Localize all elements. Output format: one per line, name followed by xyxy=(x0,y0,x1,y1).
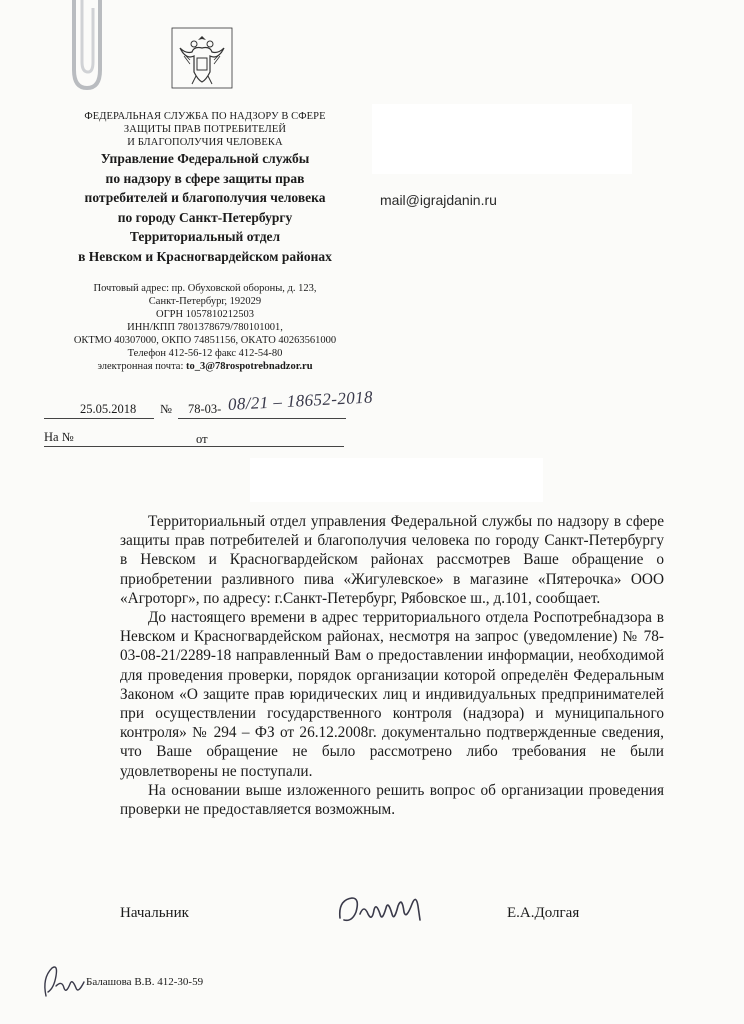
agency-line: И БЛАГОПОЛУЧИЯ ЧЕЛОВЕКА xyxy=(127,137,283,148)
contact-line: Телефон 412-56-12 факс 412-54-80 xyxy=(127,348,283,359)
document-date: 25.05.2018 xyxy=(80,402,137,416)
department-line: по надзору в сфере защиты прав xyxy=(105,170,305,186)
reference-number-label: На № xyxy=(44,430,74,444)
document-number-handwritten: 08/21 – 18652-2018 xyxy=(227,387,374,414)
organization-header xyxy=(40,110,370,373)
number-sign: № xyxy=(160,402,172,416)
agency-line: ФЕДЕРАЛЬНАЯ СЛУЖБА ПО НАДЗОРУ В СФЕРЕ xyxy=(84,111,326,122)
reference-underline xyxy=(44,446,344,447)
body-paragraph: На основании выше изложенного решить вопрос об организации проведения проверки не предоставляется возможным. xyxy=(120,781,664,819)
redacted-salutation-block xyxy=(250,458,543,502)
department-line: Управление Федеральной службы xyxy=(100,151,310,166)
handwritten-signature xyxy=(330,884,430,932)
contact-line: Санкт-Петербург, 192029 xyxy=(148,296,262,307)
email-label: электронная почта: xyxy=(97,361,186,372)
signatory-name: Е.А.Долгая xyxy=(507,905,580,921)
paper-clip-icon xyxy=(60,0,110,92)
number-underline xyxy=(178,418,346,419)
agency-line: ЗАЩИТЫ ПРАВ ПОТРЕБИТЕЛЕЙ xyxy=(123,124,287,135)
letter-body xyxy=(120,512,664,819)
body-paragraph: До настоящего времени в адрес территориального отдела Роспотребнадзора в Невском и Красногвардейском районах, несмотря на запрос (уведомление) № 78-03-08-21/2289-18 направленный Вам о предоставлении информации, необходимой для проведения проверки, порядок организации которой определён Федеральным Законом «О защите прав юридических лиц и индивидуальных предпринимателей при осуществлении государственного контроля (надзора) и муниципального контроля» № 294 – ФЗ от 26.12.2008г. документально подтвержденные сведения, что Ваше обращение не было рассмотрено либо требования не были удовлетворены не поступали. xyxy=(120,609,664,780)
contact-line: ИНН/КПП 7801378679/780101001, xyxy=(127,322,283,333)
recipient-email[interactable]: mail@igrajdanin.ru xyxy=(380,192,497,208)
executor-info: Балашова В.В. 412-30-59 xyxy=(86,976,204,988)
department-line: Территориальный отдел xyxy=(129,229,281,244)
signatory-title: Начальник xyxy=(120,905,189,921)
document-number-printed: 78-03- xyxy=(188,402,222,416)
contact-line: ОКТМО 40307000, ОКПО 74851156, ОКАТО 40263561000 xyxy=(73,335,337,346)
department-line: потребителей и благополучия человека xyxy=(84,190,326,205)
department-line: по городу Санкт-Петербургу xyxy=(117,209,293,225)
russian-coat-of-arms-icon xyxy=(170,26,234,90)
executor-initials-mark xyxy=(38,958,88,1000)
department-line: в Невском и Красногвардейском районах xyxy=(78,248,332,264)
date-underline xyxy=(44,418,154,419)
contact-line: ОГРН 1057810212503 xyxy=(156,309,254,320)
redacted-recipient-block xyxy=(372,104,632,174)
contact-line: Почтовый адрес: пр. Обуховской обороны, д. 123, xyxy=(93,283,317,294)
contact-block xyxy=(40,282,370,373)
agency-email[interactable]: to_3@78rospotrebnadzor.ru xyxy=(186,361,313,372)
email-line xyxy=(40,360,370,373)
reference-date-label: от xyxy=(196,432,208,446)
body-paragraph: Территориальный отдел управления Федеральной службы по надзору в сфере защиты прав потребителей и благополучия человека по городу Санкт-Петербургу в Невском и Красногвардейском районах рассмотрев Ваше обращение о приобретении разливного пива «Жигулевское» в магазине «Пятерочка» ООО «Агроторг», по адресу: г.Санкт-Петербург, Рябовское ш., д.101, сообщает. xyxy=(120,513,664,607)
